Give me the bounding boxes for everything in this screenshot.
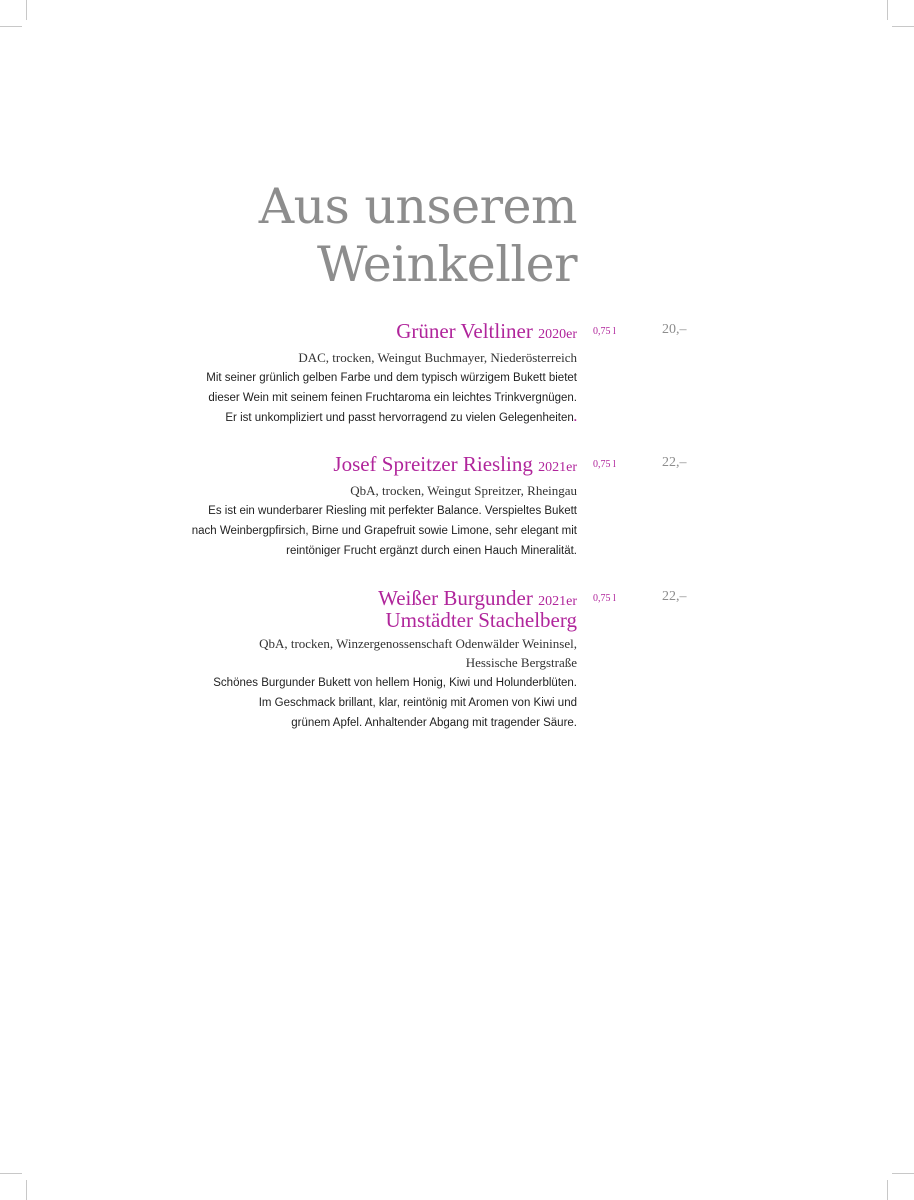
wine-description-line: Es ist ein wunderbarer Riesling mit perfekter Balance. Verspieltes Bukett <box>208 505 577 517</box>
wine-name <box>107 452 577 477</box>
accent-dot: . <box>573 412 577 424</box>
crop-mark-bottom-right-v <box>887 1180 888 1200</box>
wine-price: 22,– <box>662 589 687 604</box>
wine-text-block <box>107 586 577 733</box>
wine-description <box>107 673 577 733</box>
wine-name-text: Josef Spreitzer Riesling <box>333 452 533 476</box>
crop-mark-top-left-v <box>26 0 27 20</box>
wine-origin-line: Hessische Bergstraße <box>465 655 577 670</box>
crop-mark-top-right-v <box>887 0 888 20</box>
wine-year: 2021er <box>538 594 577 609</box>
wine-origin <box>107 348 577 367</box>
wine-year: 2020er <box>538 327 577 342</box>
wine-origin <box>107 634 577 672</box>
wine-description-line: Im Geschmack brillant, klar, reintönig mit Aromen von Kiwi und <box>258 697 577 709</box>
wine-description-line-text: Er ist unkompliziert und passt hervorragend zu vielen Gelegenheiten <box>225 412 574 424</box>
wine-name-text: Grüner Veltliner <box>396 319 533 343</box>
crop-mark-top-left-h <box>0 26 22 27</box>
wine-text-block <box>107 452 577 561</box>
crop-mark-bottom-left-v <box>26 1180 27 1200</box>
wine-origin-line: QbA, trocken, Winzergenossenschaft Odenwälder Weininsel, <box>259 636 577 651</box>
wine-description-line: grünem Apfel. Anhaltender Abgang mit tragender Säure. <box>291 717 577 729</box>
wine-description <box>107 368 577 428</box>
wine-description-line: reintöniger Frucht ergänzt durch einen Hauch Mineralität. <box>286 545 577 557</box>
wine-description-line: dieser Wein mit seinem feinen Fruchtaroma ein leichtes Trinkvergnügen. <box>208 392 577 404</box>
wine-description <box>107 501 577 561</box>
wine-year: 2021er <box>538 460 577 475</box>
wine-name <box>107 586 577 632</box>
crop-mark-top-right-h <box>892 26 914 27</box>
wine-description-line: Schönes Burgunder Bukett von hellem Honig, Kiwi und Holunderblüten. <box>213 677 577 689</box>
wine-volume: 0,75 l <box>593 326 616 337</box>
wine-name <box>107 319 577 344</box>
wine-origin-line: DAC, trocken, Weingut Buchmayer, Niederösterreich <box>298 350 577 365</box>
wine-price: 22,– <box>662 455 687 470</box>
page-title-line-2: Weinkeller <box>316 236 577 293</box>
page-title-line-1: Aus unserem <box>258 178 577 235</box>
wine-origin <box>107 481 577 500</box>
wine-volume: 0,75 l <box>593 593 616 604</box>
wine-name-line-2: Umstädter Stachelberg <box>385 608 577 632</box>
wine-description-line: Mit seiner grünlich gelben Farbe und dem typisch würzigem Bukett bietet <box>206 372 577 384</box>
wine-text-block <box>107 319 577 428</box>
wine-name-text: Weißer Burgunder <box>378 586 533 610</box>
wine-origin-line: QbA, trocken, Weingut Spreitzer, Rheingau <box>350 483 577 498</box>
crop-mark-bottom-right-h <box>892 1173 914 1174</box>
wine-description-line-last <box>107 408 577 428</box>
wine-volume: 0,75 l <box>593 459 616 470</box>
wine-description-line: nach Weinbergpfirsich, Birne und Grapefruit sowie Limone, sehr elegant mit <box>191 525 577 537</box>
wine-price: 20,– <box>662 322 687 337</box>
crop-mark-bottom-left-h <box>0 1173 22 1174</box>
page-title <box>259 178 577 294</box>
